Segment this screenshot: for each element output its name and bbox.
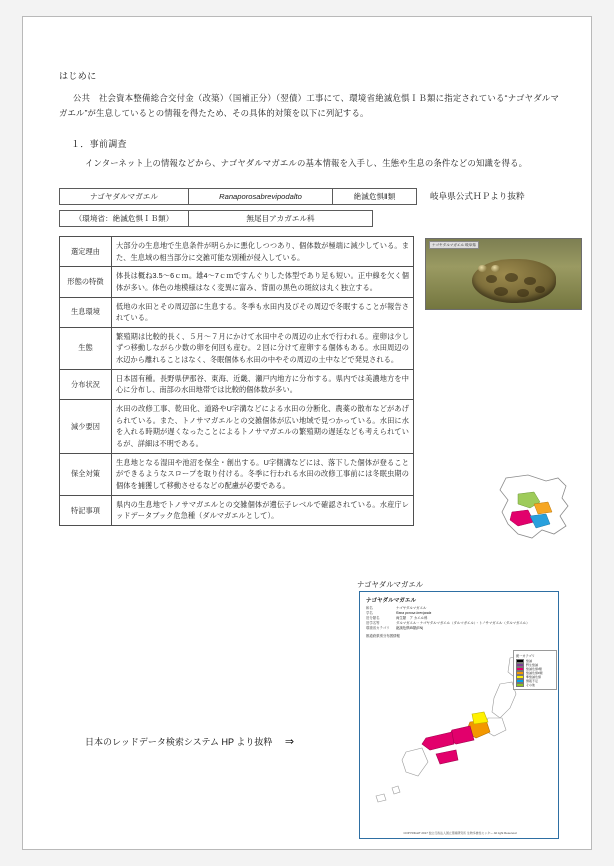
species-japanese-name: ナゴヤダルマガエル [59,188,189,205]
japan-distribution-map [360,646,559,832]
redlist-row [366,626,554,631]
document-page [22,16,592,850]
map-legend [513,650,557,690]
table-row [60,236,414,266]
hp-source-text: 日本のレッドデータ検索システム HP より抜粋 [85,737,273,747]
frog-eye-left-icon [478,265,487,272]
hp-source-note [85,735,294,748]
row-value: 繁殖期は比較的長く、５月～７月にかけて水田中その周辺の止水で行われる。産卵は少しずつ移動しながら少数の卵を何回も産む。２回に分けて産卵する個体もある。水田周辺の水辺から離れることはなく、冬眠個体も水田の中やその周辺の土中などで発見される。 [112,327,414,369]
table-row [60,495,414,525]
frog-spot [505,273,518,282]
redlist-species-title: ナゴヤダルマガエル [366,598,417,604]
redlist-row-key: 旧学名等 [366,621,380,626]
legend-title: 統一カテゴリ [516,654,535,658]
redlist-copyright: COPYRIGHT 2017 独立行政法人国立環境研究所 生物多様性センター All right Reserved [403,831,517,835]
species-name-row [59,188,559,205]
row-value: 大部分の生息地で生息条件が明らかに悪化しつつあり、個体数が極端に減少している。また、生息域の相当部分に交雑可能な別種が侵入している。 [112,236,414,266]
frog-spot [494,287,508,296]
section-body-text: インターネット上の情報などから、ナゴヤダルマガエルの基本情報を入手し、生態や生息の条件などの知識を得る。 [85,157,528,168]
redlist-detail-rows [366,606,554,639]
frog-spot [535,286,545,293]
redlist-row-value: Rana porosa brevipoda [396,611,432,616]
redlist-row-key: 旧分類名 [366,616,380,621]
frog-spot [486,275,497,283]
gifu-map-svg [488,472,582,560]
row-label: 生態 [60,327,112,369]
region-shikoku [436,750,458,764]
photo-caption: ナゴヤダルマガエル 岐阜県 [429,241,479,249]
intro-paragraph: 公共 社会資本整備総合交付金（改築）（国補正分）（翌債）工事にて、環境省絶滅危惧ＩＢ類に指定されている“ナゴヤダルマガエル”が生息しているとの情報を得たため、その具体的対策を以下に列記する。 [59,93,559,119]
table-row [60,369,414,399]
species-name-row-2 [59,210,559,227]
document-body [59,69,559,526]
row-value: 県内の生息地でトノサマガエルとの交雑個体が遺伝子レベルで確認されている。水産庁レッドデータブック危急種（ダルマガエルとして）。 [112,495,414,525]
redlist-row-key: 学名 [366,611,373,616]
table-row [60,327,414,369]
row-label: 生息環境 [60,297,112,327]
frog-eye-right-icon [491,265,500,272]
region-kyushu [402,748,428,776]
section-heading: １．事前調査 [71,138,127,149]
redlist-row-value: 両生類 ア カエル科 [396,616,428,621]
region-nagano [472,712,488,724]
row-label: 形態の特徴 [60,267,112,297]
arrow-right-icon: ⇒ [284,736,295,748]
redlist-screenshot-panel [359,591,559,839]
legend-label: 絶滅 [526,659,533,663]
legend-label: 絶滅危惧Ⅱ類 [526,671,543,676]
row-value: 生息地となる湿田や池沼を保全・創出する。U字側溝などには、落下した個体が登ることができるようなスロープを取り付ける。冬季に行われる水田の改修工事前には冬眠虫期の個体を捕獲して移動させるなどの配慮が必要である。 [112,453,414,495]
legend-label: 絶滅危惧Ⅰ類 [526,667,542,672]
redlist-caption: ナゴヤダルマガエル [357,580,424,589]
row-label: 特記事項 [60,495,112,525]
redlist-row-value: ダルマガエル・ナゴヤダルマガエル（ダルマガエル）・トノサマガエル（ダルマガエル） [396,621,530,626]
region-okinawa [376,794,386,802]
species-scientific-name: Ranaporosabrevipodalto [188,188,333,205]
gifu-outline [500,475,568,538]
legend-label: 準絶滅危惧 [526,675,542,680]
species-rank: 絶滅危惧Ⅱ類 [332,188,417,205]
redlist-subnote-row [366,634,554,639]
legend-item [516,683,554,687]
source-note: 岐阜県公式ＨＰより抜粋 [430,190,525,201]
gifu-distribution-map [488,472,582,560]
redlist-row-key: 環境省カテゴリ [366,626,390,631]
frog-spot [524,277,536,285]
region-chugoku [422,732,454,750]
row-label: 選定理由 [60,236,112,266]
row-value: 水田の改修工事、乾田化、道路やU字溝などによる水田の分断化、農薬の散布などがあげられている。また、トノサマガエルとの交雑個体が広い地域で見つかっている。水田に水を入れる時期が遅くなったことによるトノサマガエルの繁殖期の遅延なども考えられているが、詳細は不明である。 [112,400,414,454]
table-row [60,400,414,454]
redlist-row-value: 絶滅危惧ⅠB類(EN) [396,626,424,631]
redlist-subnote: 都道府県別分布図情報 [366,633,400,638]
ministry-rank: （環境省：絶滅危惧ＩＢ類） [59,210,189,227]
info-table-wrapper [59,236,476,526]
species-info-table [59,236,414,526]
table-row [60,267,414,297]
legend-label: 野生絶滅 [526,663,539,668]
row-label: 減少要因 [60,400,112,454]
frog-spot [517,289,529,297]
frog-illustration [472,259,556,303]
row-label: 分布状況 [60,369,112,399]
region-amami [392,786,400,794]
frog-photograph [425,238,582,310]
row-value: 低地の水田とその周辺部に生息する。冬季も水田内及びその周辺で冬眠することが報告されている。 [112,297,414,327]
legend-swatch [516,683,524,687]
intro-title: はじめに [59,71,97,81]
row-label: 保全対策 [60,453,112,495]
redlist-row-value: ナゴヤダルマガエル [396,606,427,610]
legend-label: その他 [526,683,536,688]
redlist-row-key: 和名 [366,606,373,610]
row-value: 日本固有種。長野県伊那谷、東海、近畿、瀬戸内地方に分布する。県内では美濃地方を中心に分布し、南部の水田地帯では比較的個体数が多い。 [112,369,414,399]
species-taxonomy: 無尾目アカガエル科 [188,210,373,227]
legend-label: 情報不足 [526,679,539,684]
row-value: 体長は概ね3.5～6ｃｍ。雄4～7ｃｍですんぐりした体型であり足も短い。正中線を欠く個体が多い。体色の地模様はなく変異に富み、背面の黒色の斑紋は丸く独立する。 [112,267,414,297]
table-row [60,297,414,327]
table-row [60,453,414,495]
